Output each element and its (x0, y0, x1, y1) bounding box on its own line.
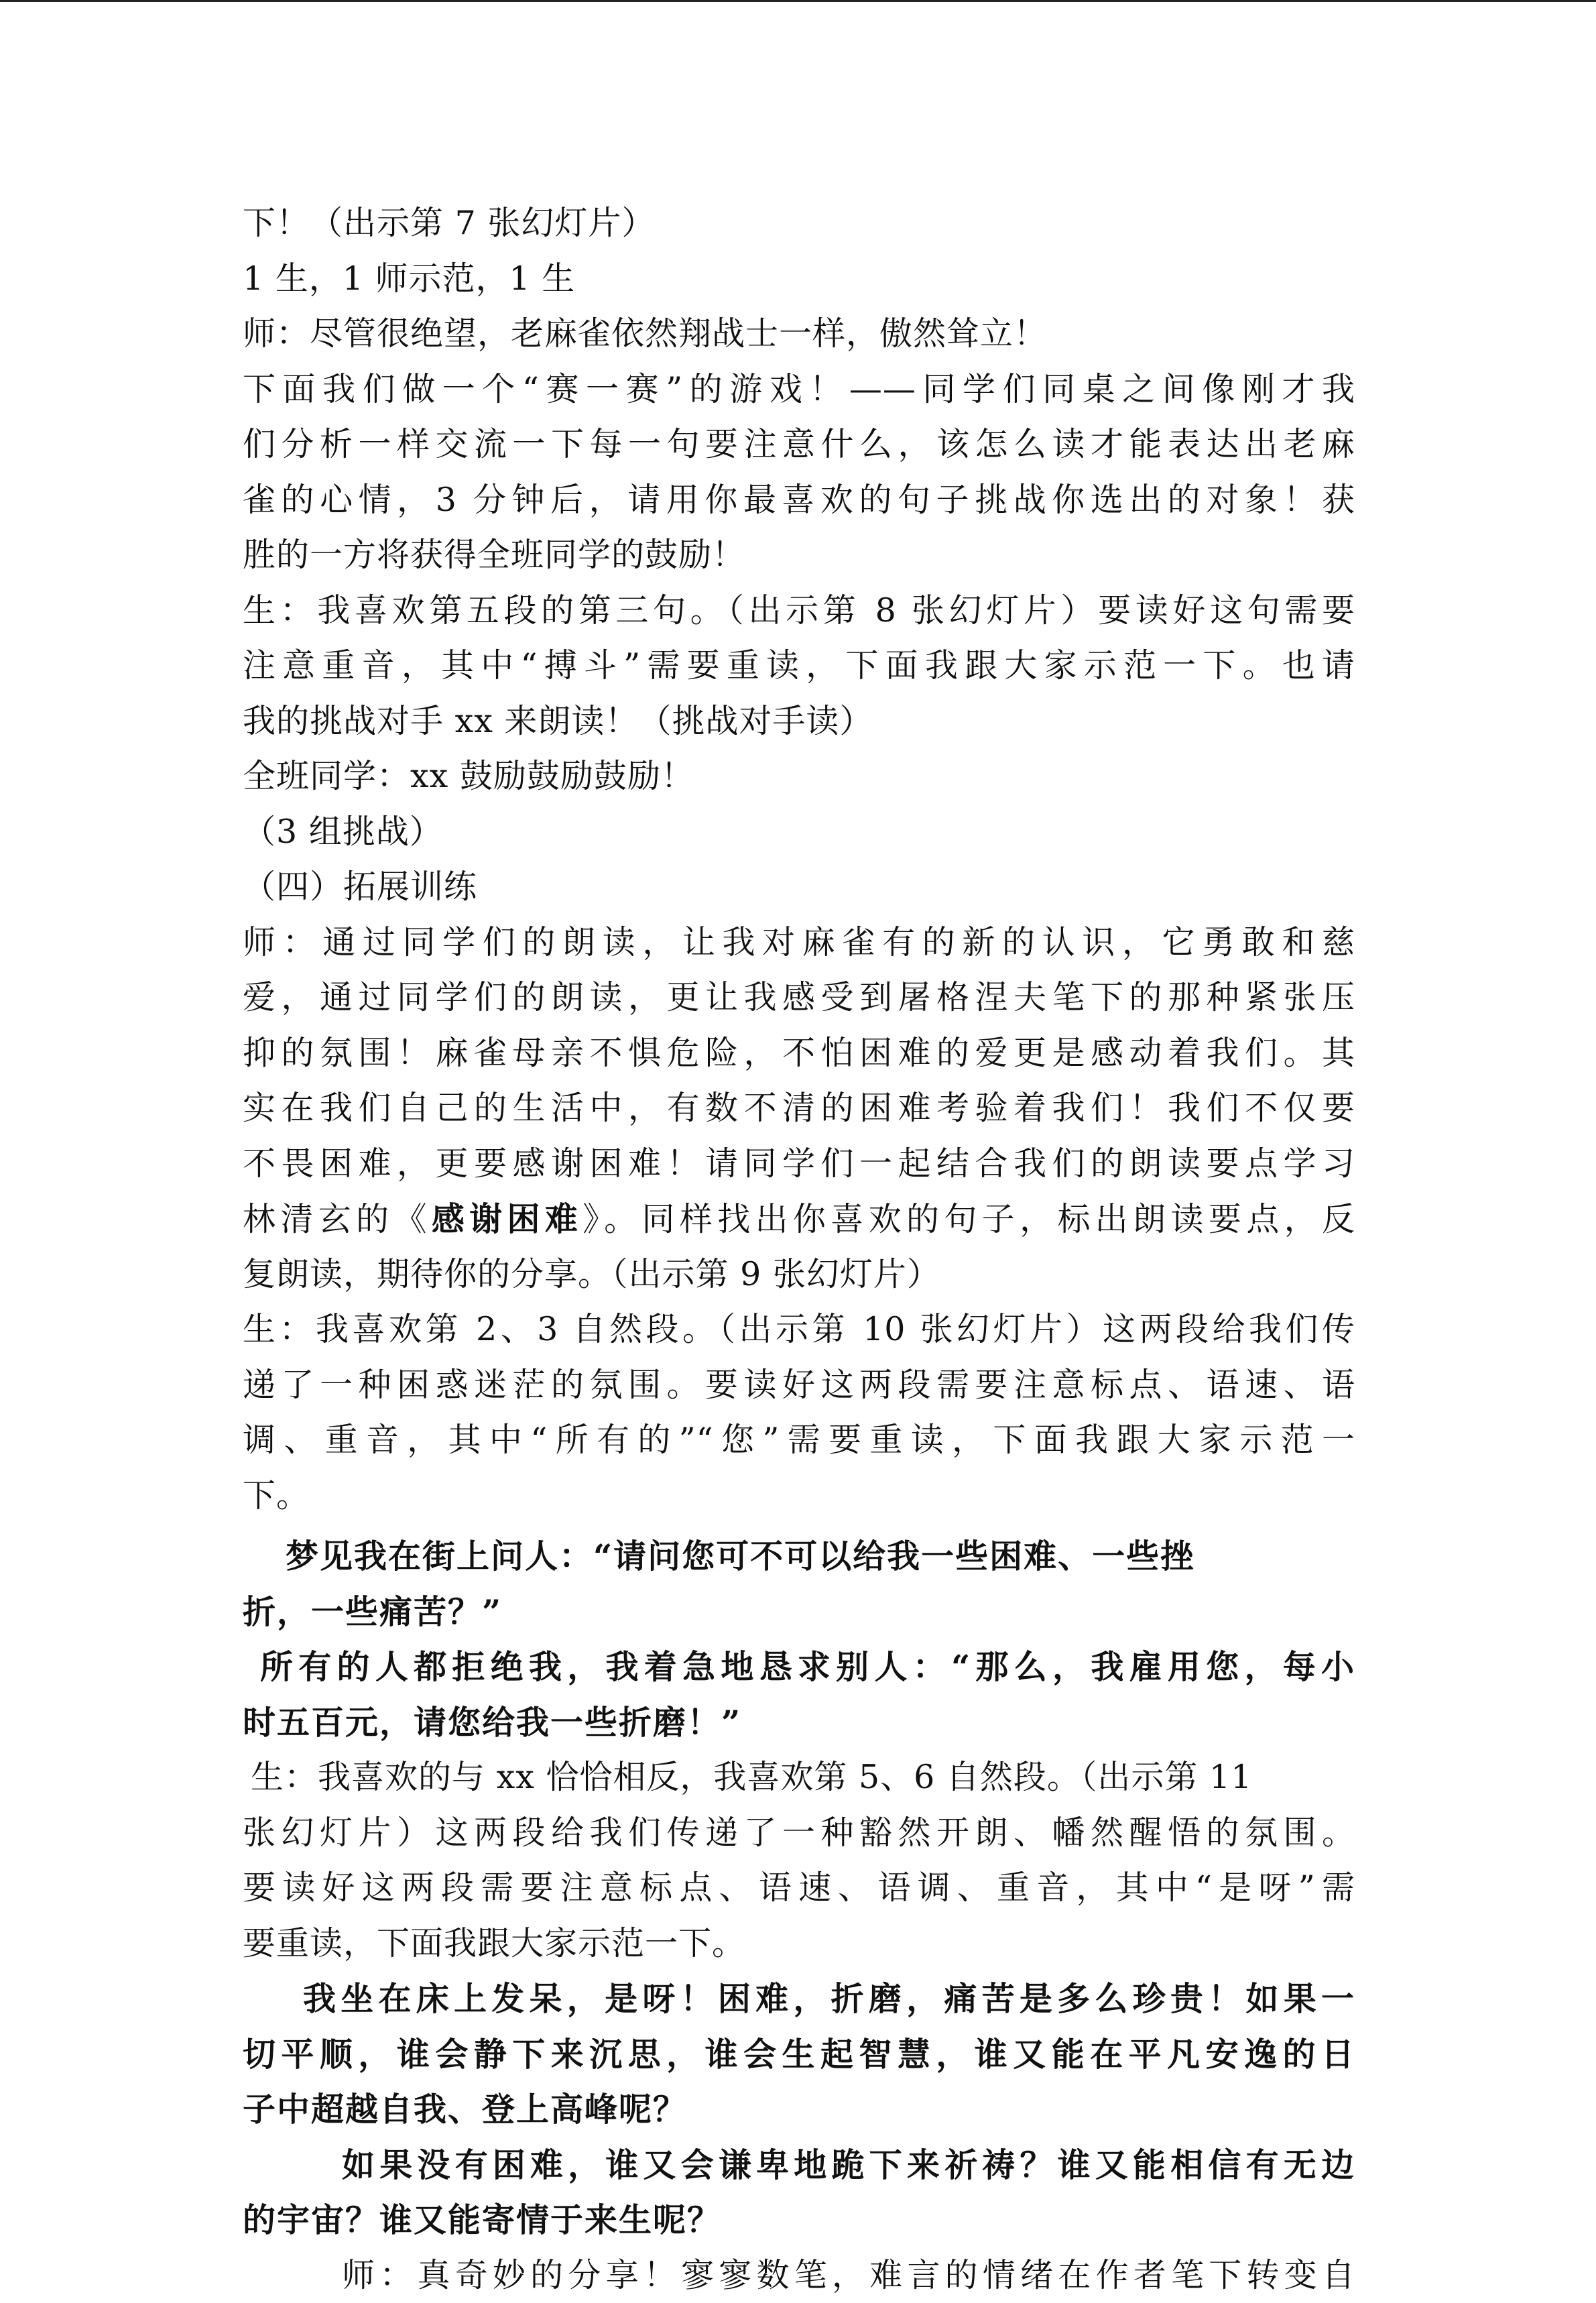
text-line: 爱，通过同学们的朗读，更让我感受到屠格涅夫笔下的那种紧张压 (243, 970, 1355, 1026)
text-segment: 》。同样找出你喜欢的句子，标出朗读要点，反 (582, 1200, 1355, 1238)
text-line: 复朗读，期待你的分享。（出示第 9 张幻灯片） (243, 1247, 1355, 1303)
text-line: 梦见我在街上问人：“请问您可不可以给我一些困难、一些挫 (243, 1529, 1355, 1584)
text-line: 子中超越自我、登上高峰呢？ (243, 2082, 1355, 2137)
text-line: 师：尽管很绝望，老麻雀依然翔战士一样，傲然耸立！ (243, 306, 1355, 362)
text-line: 生：我喜欢第五段的第三句。（出示第 8 张幻灯片）要读好这句需要 (243, 583, 1355, 639)
text-line: 张幻灯片）这两段给我们传递了一种豁然开朗、幡然醒悟的氛围。 (243, 1806, 1355, 1861)
text-line: 递了一种困惑迷茫的氛围。要读好这两段需要注意标点、语速、语 (243, 1358, 1355, 1413)
text-line: 实在我们自己的生活中，有数不清的困难考验着我们！我们不仅要 (243, 1081, 1355, 1136)
text-line: （3 组挑战） (243, 805, 1355, 860)
text-line: 所有的人都拒绝我，我着急地恳求别人：“那么，我雇用您，每小 (243, 1639, 1355, 1695)
text-line: 注意重音，其中“搏斗”需要重读，下面我跟大家示范一下。也请 (243, 638, 1355, 694)
text-line: 我坐在床上发呆，是呀！困难，折磨，痛苦是多么珍贵！如果一 (243, 1971, 1355, 2027)
text-line: 我的挑战对手 xx 来朗读！（挑战对手读） (243, 694, 1355, 750)
text-line: 抑的氛围！麻雀母亲不惧危险，不怕困难的爱更是感动着我们。其 (243, 1026, 1355, 1081)
text-line: 时五百元，请您给我一些折磨！” (243, 1695, 1355, 1751)
text-line: 下面我们做一个“赛一赛”的游戏！——同学们同桌之间像刚才我 (243, 362, 1355, 418)
text-line: 下。 (243, 1468, 1355, 1524)
text-segment: 林清玄的《 (243, 1200, 432, 1238)
text-line: 下！（出示第 7 张幻灯片） (243, 196, 1355, 251)
text-line: 的宇宙？谁又能寄情于来生呢？ (243, 2192, 1355, 2248)
text-line (243, 1191, 1355, 1247)
text-line: 调、重音，其中“所有的”“您”需要重读，下面我跟大家示范一 (243, 1413, 1355, 1468)
text-line: 1 生，1 师示范，1 生 (243, 251, 1355, 307)
text-line: 折，一些痛苦？” (243, 1584, 1355, 1640)
text-line: 胜的一方将获得全班同学的鼓励！ (243, 528, 1355, 583)
text-line: 不畏困难，更要感谢困难！请同学们一起结合我们的朗读要点学习 (243, 1136, 1355, 1192)
page-top-border (0, 0, 1596, 2)
text-line: 们分析一样交流一下每一句要注意什么，该怎么读才能表达出老麻 (243, 417, 1355, 473)
text-line: 切平顺，谁会静下来沉思，谁会生起智慧，谁又能在平凡安逸的日 (243, 2027, 1355, 2082)
text-line: 师：通过同学们的朗读，让我对麻雀有的新的认识，它勇敢和慈 (243, 915, 1355, 971)
text-line: 要重读，下面我跟大家示范一下。 (243, 1916, 1355, 1972)
text-line: 生：我喜欢第 2、3 自然段。（出示第 10 张幻灯片）这两段给我们传 (243, 1302, 1355, 1358)
text-line: 生：我喜欢的与 xx 恰恰相反，我喜欢第 5、6 自然段。（出示第 11 (243, 1750, 1355, 1806)
text-line: 师：真奇妙的分享！寥寥数笔，难言的情绪在作者笔下转变自 (243, 2248, 1355, 2303)
document-page (243, 196, 1355, 2303)
text-line: （四）拓展训练 (243, 860, 1355, 915)
text-line: 全班同学：xx 鼓励鼓励鼓励！ (243, 749, 1355, 805)
text-line: 要读好这两段需要注意标点、语速、语调、重音，其中“是呀”需 (243, 1861, 1355, 1916)
text-line: 雀的心情，3 分钟后，请用你最喜欢的句子挑战你选出的对象！获 (243, 473, 1355, 528)
article-title: 感谢困难 (432, 1199, 582, 1238)
text-line: 如果没有困难，谁又会谦卑地跪下来祈祷？谁又能相信有无边 (243, 2137, 1355, 2193)
